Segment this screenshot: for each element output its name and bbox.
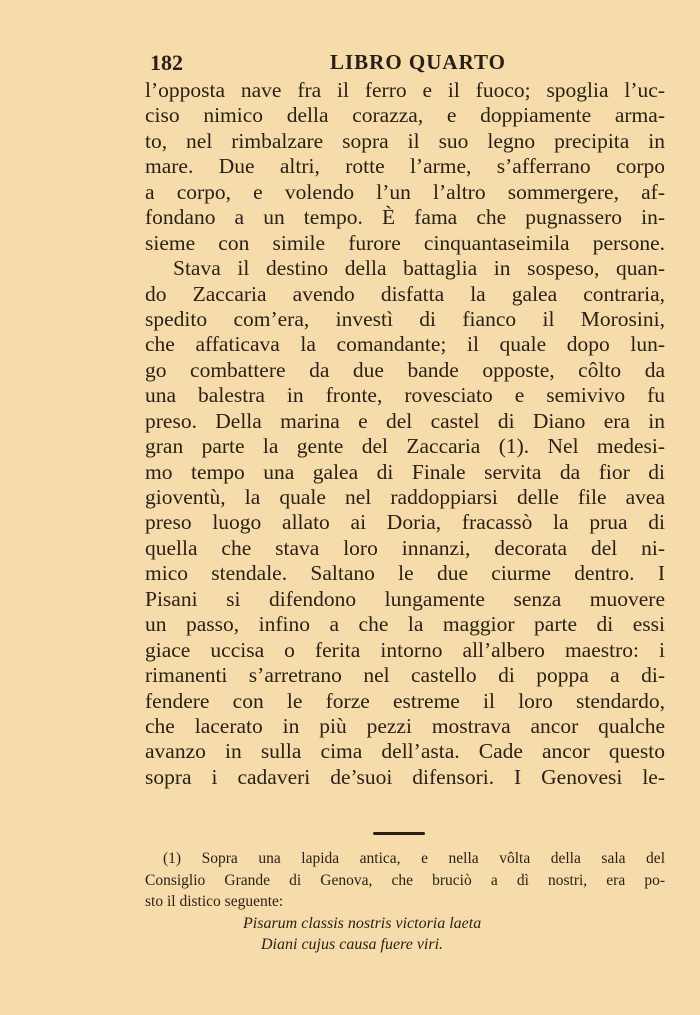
text-line: l’opposta nave fra il ferro e il fuoco; spoglia l’uc-: [145, 78, 665, 102]
text-line: go combattere da due bande opposte, côlto da: [145, 357, 665, 382]
text-line: mo tempo una galea di Finale servita da fior di: [145, 459, 665, 484]
text-line: preso luogo allato ai Doria, fracassò la prua di: [145, 510, 665, 535]
text-line: che affaticava la comandante; il quale dopo lun-: [145, 332, 665, 357]
text-line: che lacerato in più pezzi mostrava ancor qualche: [145, 713, 665, 738]
text-line: preso. Della marina e del castel di Diano era in: [145, 408, 665, 433]
text-line: a corpo, e volendo l’un l’altro sommergere, af-: [145, 179, 665, 204]
text-line: sieme con simile furore cinquantaseimila persone.: [145, 230, 665, 255]
footnote-line: sto il distico seguente:: [145, 893, 284, 910]
footnote-separator: [373, 832, 425, 835]
text-line: sopra i cadaveri de’suoi difensori. I Genovesi le-: [145, 764, 665, 789]
text-line: gran parte la gente del Zaccaria (1). Nel medesi-: [145, 434, 665, 459]
text-line: un passo, infino a che la maggior parte di essi: [145, 612, 665, 637]
text-line: fondano a un tempo. È fama che pugnassero in-: [145, 205, 665, 230]
text-line: Stava il destino della battaglia in sospeso, quan-: [173, 256, 665, 281]
page-header: [150, 50, 670, 78]
text-line: mare. Due altri, rotte l’arme, s’afferrano corpo: [145, 154, 665, 179]
text-line: rimanenti s’arretrano nel castello di poppa a di-: [145, 663, 665, 688]
text-line: fendere con le forze estreme il loro stendardo,: [145, 688, 665, 713]
text-line: to, nel rimbalzare sopra il suo legno precipita in: [145, 128, 665, 153]
text-line: spedito com’era, investì di fianco il Morosini,: [145, 306, 665, 331]
text-line: giace uccisa o ferita intorno all’albero maestro: i: [145, 637, 665, 662]
running-head: LIBRO QUARTO: [330, 50, 506, 74]
page-number: 182: [150, 50, 183, 75]
footnote-verse: Pisarum classis nostris victoria laeta: [243, 914, 482, 932]
footnote: [145, 848, 665, 956]
footnote-line: Consiglio Grande di Genova, che bruciò a dì nostri, era po-: [145, 871, 665, 889]
text-line: mico stendale. Saltano le due ciurme dentro. I: [145, 561, 665, 586]
text-line: una balestra in fronte, rovesciato e semivivo fu: [145, 383, 665, 408]
footnote-line: (1) Sopra una lapida antica, e nella vôlta della sala del: [163, 850, 665, 867]
text-line: do Zaccaria avendo disfatta la galea contraria,: [145, 281, 665, 306]
text-line: ciso nimico della corazza, e doppiamente arma-: [145, 103, 665, 128]
footnote-verse: Diani cujus causa fuere viri.: [261, 936, 444, 953]
text-line: Pisani si difendono lungamente senza muovere: [145, 586, 665, 611]
text-line: quella che stava loro innanzi, decorata del ni-: [145, 535, 665, 560]
body-text: [145, 78, 665, 790]
text-line: gioventù, la quale nel raddoppiarsi delle file avea: [145, 485, 665, 509]
text-line: avanzo in sulla cima dell’asta. Cade ancor questo: [145, 739, 665, 764]
